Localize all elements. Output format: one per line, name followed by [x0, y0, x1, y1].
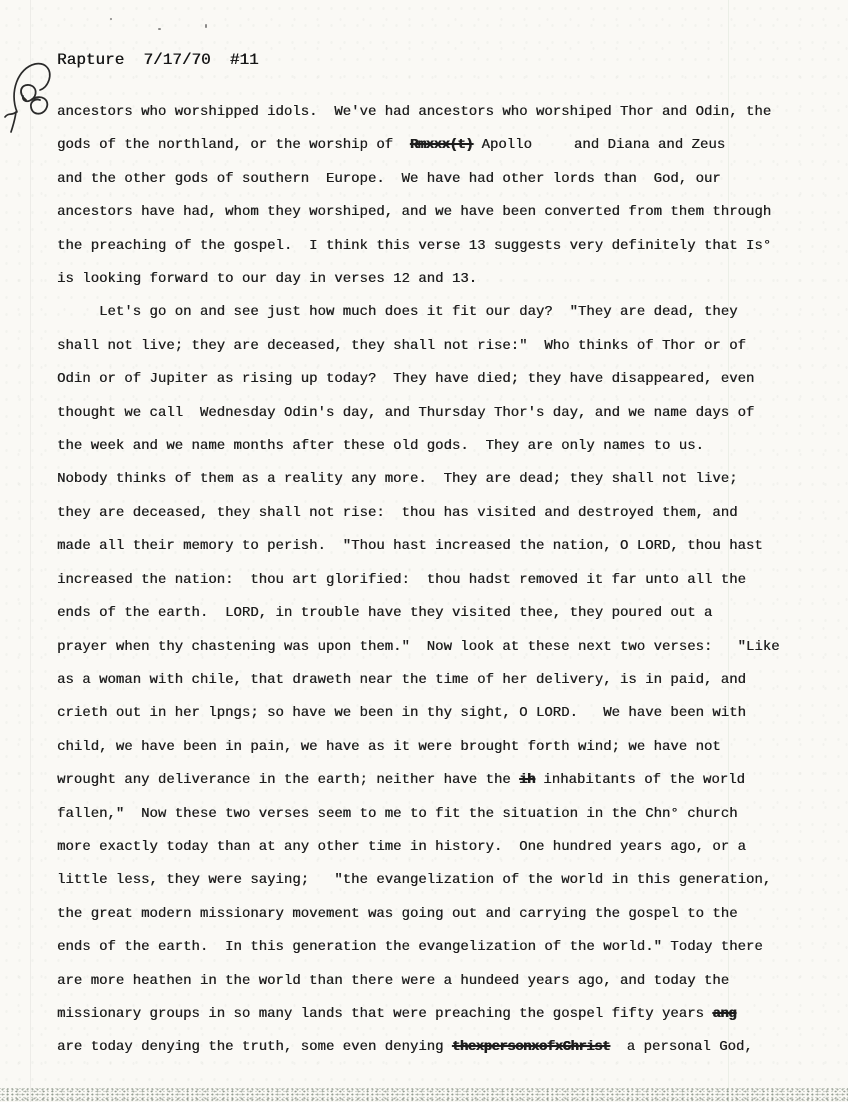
text-line [57, 363, 808, 396]
text-line [57, 898, 808, 931]
text-run: inhabitants of the world [534, 772, 745, 789]
text-run: are today denying the truth, some even denying [57, 1039, 452, 1056]
scan-specks [110, 14, 230, 38]
text-run: missionary groups in so many lands that were preaching the gospel fifty years [57, 1005, 713, 1022]
text-run: the week and we name months after these old gods. They are only names to us. [57, 438, 704, 455]
text-run: little less, they were saying; "the evangelization of the world in this generation, [57, 872, 772, 889]
text-line [57, 864, 808, 897]
document-body [57, 96, 808, 1065]
text-run: a personal God, [609, 1039, 753, 1056]
text-line [57, 631, 808, 664]
text-run: ancestors have had, whom they worshiped, and we have been converted from them through [57, 204, 772, 221]
text-run: child, we have been in pain, we have as it were brought forth wind; we have not [57, 738, 721, 755]
text-line [57, 664, 808, 697]
text-line [57, 998, 808, 1031]
text-line [57, 330, 808, 363]
text-line [57, 798, 808, 831]
text-line [57, 530, 808, 563]
text-line [57, 397, 808, 430]
text-run: thought we call Wednesday Odin's day, and Thursday Thor's day, and we name days of [57, 404, 755, 421]
text-line [57, 597, 808, 630]
text-line [57, 163, 808, 196]
text-run: prayer when thy chastening was upon them." Now look at these next two verses: "Like [57, 638, 780, 655]
text-run: as a woman with chile, that draweth near the time of her delivery, is in paid, and [57, 671, 746, 688]
text-line [57, 764, 808, 797]
struck-out-text: Rmxxx(t) [409, 137, 474, 154]
text-run: Apollo and Diana and Zeus [473, 137, 726, 154]
text-line [57, 230, 808, 263]
text-line [57, 430, 808, 463]
text-run: Nobody thinks of them as a reality any more. They are dead; they shall not live; [57, 471, 738, 488]
text-line [57, 965, 808, 998]
text-run: ancestors who worshipped idols. We've had ancestors who worshiped Thor and Odin, the [57, 104, 772, 120]
struck-out-text: ang [712, 1005, 737, 1022]
text-line [57, 96, 808, 129]
text-run: made all their memory to perish. "Thou hast increased the nation, O LORD, thou hast [57, 538, 763, 555]
text-run: is looking forward to our day in verses 12 and 13. [57, 271, 478, 288]
text-line [57, 831, 808, 864]
scan-noise-band [0, 1088, 848, 1102]
text-line [57, 731, 808, 764]
handwritten-scribble [2, 56, 64, 140]
text-run: crieth out in her lpngs; so have we been in thy sight, O LORD. We have been with [57, 705, 746, 722]
text-run: and the other gods of southern Europe. We have had other lords than God, our [57, 170, 721, 187]
text-run: are more heathen in the world than there were a hundeed years ago, and today the [57, 972, 730, 989]
text-line [57, 564, 808, 597]
text-run: they are deceased, they shall not rise: thou has visited and destroyed them, and [57, 504, 738, 521]
text-run: ends of the earth. LORD, in trouble have they visited thee, they poured out a [57, 605, 713, 622]
text-run: shall not live; they are deceased, they shall not rise:" Who thinks of Thor or of [57, 337, 746, 354]
text-run: gods of the northland, or the worship of [57, 137, 410, 154]
text-line [57, 263, 808, 296]
text-line [57, 129, 808, 162]
text-run: Odin or of Jupiter as rising up today? They have died; they have disappeared, even [57, 371, 755, 388]
struck-out-text: ih [519, 772, 535, 789]
text-run: ends of the earth. In this generation the evangelization of the world." Today there [57, 939, 763, 956]
text-run: Let's go on and see just how much does it fit our day? "They are dead, they [57, 304, 738, 321]
text-run: increased the nation: thou art glorified: thou hadst removed it far unto all the [57, 571, 746, 588]
scan-fold-line [30, 0, 31, 1102]
text-line [57, 697, 808, 730]
text-run: the great modern missionary movement was going out and carrying the gospel to the [57, 905, 738, 922]
text-line [57, 463, 808, 496]
document-header: Rapture 7/17/70 #11 [57, 51, 259, 69]
text-run: the preaching of the gospel. I think this verse 13 suggests very definitely that Is° [57, 237, 772, 254]
text-run: wrought any deliverance in the earth; neither have the [57, 772, 520, 789]
text-line [57, 497, 808, 530]
text-run: more exactly today than at any other time in history. One hundred years ago, or a [57, 838, 746, 855]
text-line [57, 1031, 808, 1064]
struck-out-text: thexpersonxofxChrist [451, 1039, 610, 1056]
text-line [57, 931, 808, 964]
text-line [57, 296, 808, 329]
text-line [57, 196, 808, 229]
text-run: fallen," Now these two verses seem to me to fit the situation in the Chn° church [57, 805, 738, 822]
